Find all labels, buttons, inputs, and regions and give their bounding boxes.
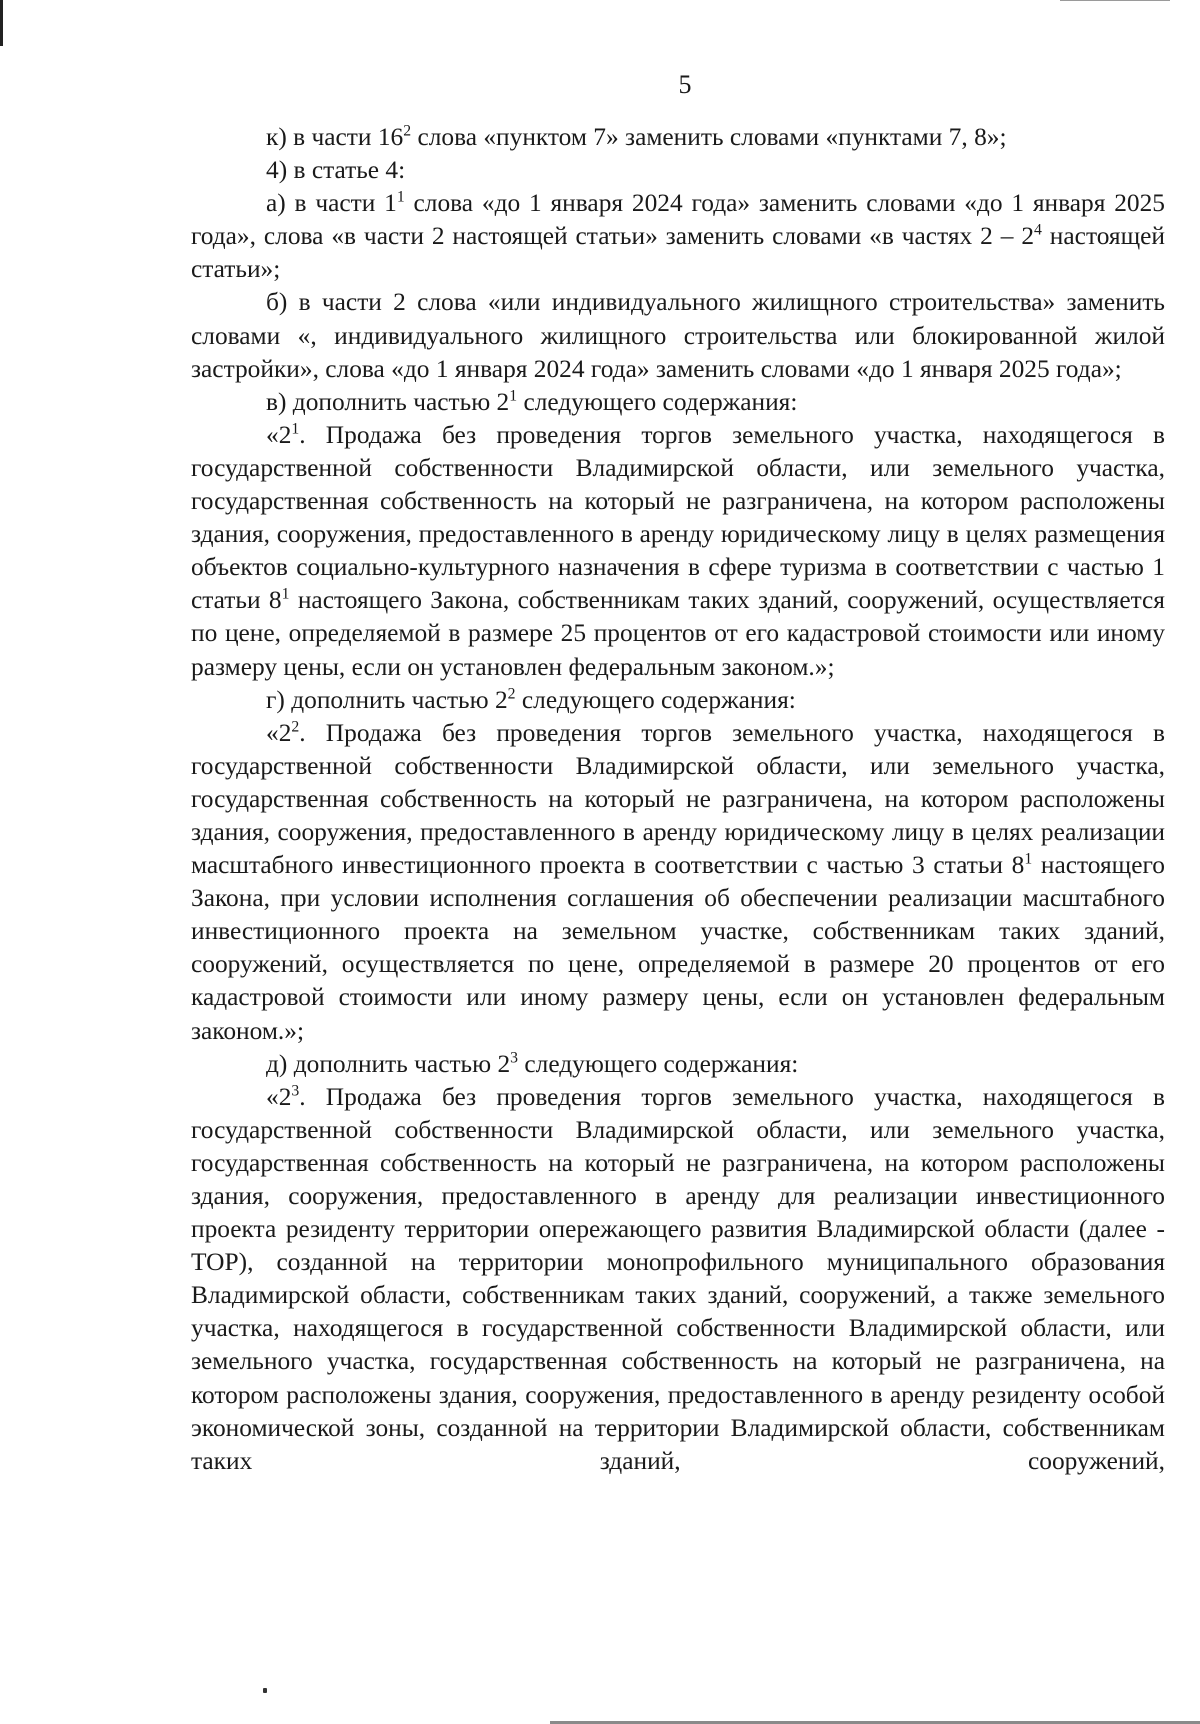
item-a-text-middle: слова «до 1 января 2024 года» заменить словами «до 1 января 2025 года», слова «в части 2 настоящей статьи» заменить словами «в частях 2 – 2	[191, 189, 1165, 251]
item-d-intro-text-end: следующего содержания:	[518, 1049, 799, 1078]
superscript: 1	[1024, 850, 1033, 868]
item-a-text: а) в части 1	[266, 189, 397, 218]
item-g-quote	[191, 717, 1165, 1048]
scan-margin-mark	[0, 0, 3, 46]
item-b: б) в части 2 слова «или индивидуального жилищного строительства» заменить словами «, индивидуального жилищного строительства или блокированной жилой застройки», слова «до 1 января 2024 года» заменить словами «до 1 января 2025 года»;	[191, 288, 1165, 383]
item-g-quote-text: . Продажа без проведения торгов земельного участка, находящегося в государственной собственности Владимирской области, или земельного участка, государственная собственность на который не разграничена, на котором расположены здания, сооружения, предоставленного в аренду юридическому лицу в целях реализации масштабного инвестиционного проекта в соответствии с частью 3 статьи 8	[191, 718, 1165, 880]
superscript: 3	[510, 1048, 519, 1066]
item-a	[191, 187, 1165, 286]
scan-top-edge-line	[1060, 0, 1170, 1]
superscript: 1	[396, 188, 405, 206]
item-v-intro-text-end: следующего содержания:	[517, 387, 798, 416]
article-4-heading: 4) в статье 4:	[266, 156, 406, 185]
superscript: 2	[403, 122, 412, 140]
superscript: 4	[1034, 221, 1042, 239]
item-v-quote	[191, 419, 1165, 684]
item-d-intro-text: д) дополнить частью 2	[266, 1049, 511, 1078]
item-v-quote-text: . Продажа без проведения торгов земельного участка, находящегося в государственной собственности Владимирской области, или земельного участка, государственная собственность на который не разграничена, на котором расположены здания, сооружения, предоставленного в аренду юридическому лицу в целях размещения объектов социально-культурного назначения в сфере туризма в соответствии с частью 1 статьи 8	[191, 420, 1165, 615]
scan-speck	[263, 1688, 267, 1693]
superscript: 2	[291, 717, 300, 735]
superscript: 1	[291, 420, 300, 438]
superscript: 2	[507, 684, 516, 702]
superscript: 1	[281, 585, 290, 603]
quote-open: «2	[266, 718, 292, 747]
item-d-intro	[191, 1048, 1165, 1081]
item-g-intro-text: г) дополнить частью 2	[266, 685, 508, 714]
page-number: 5	[678, 70, 692, 99]
item-k-text: к) в части 16	[266, 123, 404, 151]
superscript: 3	[291, 1081, 300, 1099]
item-v-quote-text-end: настоящего Закона, собственникам таких зданий, сооружений, осуществляется по цене, определяемой в размере 25 процентов от его кадастровой стоимости или иному размеру цены, если он установлен федеральным законом.»;	[191, 586, 1165, 681]
item-a-text-end: настоящей статьи»;	[191, 222, 1165, 284]
item-k	[191, 121, 1165, 154]
document-body	[191, 121, 1165, 1478]
item-d-quote	[191, 1081, 1165, 1478]
item-v-intro	[191, 386, 1165, 419]
item-d-quote-text: . Продажа без проведения торгов земельного участка, находящегося в государственной собственности Владимирской области, или земельного участка, государственная собственность на который не разграничена, на котором расположены здания, сооружения, предоставленного в аренду для реализации инвестиционного проекта резиденту территории опережающего развития Владимирской области (далее - ТОР), созданной на территории монопрофильного муниципального образования Владимирской области, собственникам таких зданий, сооружений, а также земельного участка, находящегося в государственной собственности Владимирской области, или земельного участка, государственная собственность на который не разграничена, на котором расположены здания, сооружения, предоставленного в аренду резиденту особой экономической зоны, созданной на территории Владимирской области, собственникам таких зданий, сооружений,	[191, 1082, 1165, 1475]
quote-open: «2	[266, 420, 292, 449]
superscript: 1	[509, 387, 518, 404]
item-g-quote-text-end: настоящего Закона, при условии исполнения соглашения об обеспечении реализации масштабного инвестиционного проекта на земельном участке, собственникам таких зданий, сооружений, осуществляется по цене, определяемой в размере 20 процентов от его кадастровой стоимости или иному размеру цены, если он установлен федеральным законом.»;	[191, 851, 1165, 1045]
item-v-intro-text: в) дополнить частью 2	[266, 387, 510, 416]
item-k-text-end: слова «пунктом 7» заменить словами «пунктами 7, 8»;	[411, 123, 1007, 151]
quote-open: «2	[266, 1082, 292, 1111]
item-g-intro	[191, 684, 1165, 717]
item-g-intro-text-end: следующего содержания:	[515, 685, 796, 714]
